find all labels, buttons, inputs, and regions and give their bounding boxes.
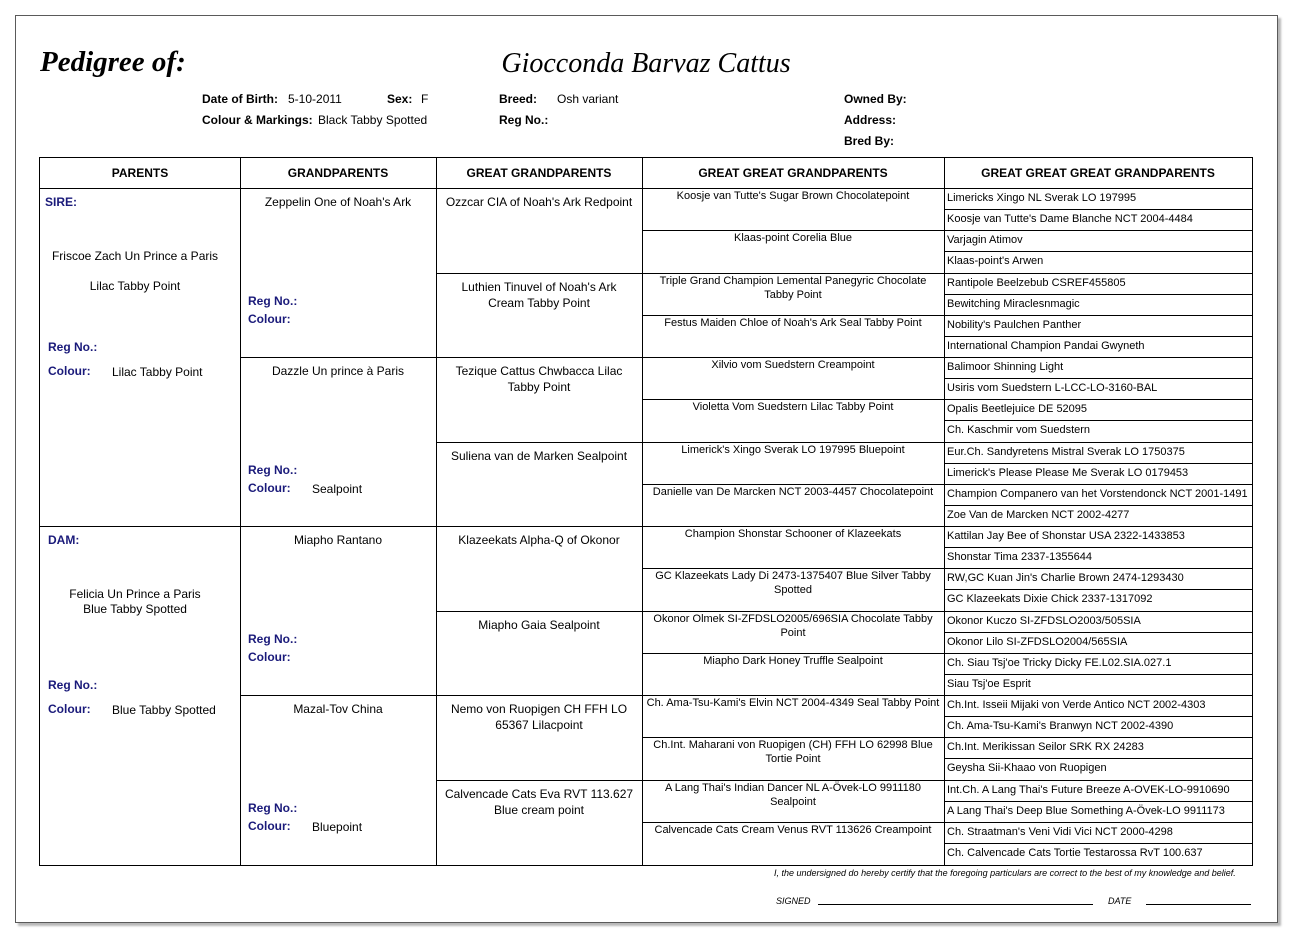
great-great-great-grandparent: Eur.Ch. Sandyretens Mistral Sverak LO 1750375 [947,445,1185,458]
column-divider [240,158,241,865]
great-great-great-grandparent: Usiris vom Suedstern L-LCC-LO-3160-BAL [947,382,1158,395]
date-label: DATE [1108,896,1132,906]
pedigree-table [39,157,1253,866]
address-label: Address: [844,113,897,127]
signed-label: SIGNED [776,896,811,906]
pedigree-certificate [15,15,1278,923]
colour-label: Colour: [48,702,91,716]
great-great-grandparent: Violetta Vom Suedstern Lilac Tabby Point [692,401,894,414]
great-great-grandparent: Koosje van Tutte's Sugar Brown Chocolatepoint [676,190,910,202]
colour-label: Colour: [248,650,291,664]
colour-label: Colour: [248,312,291,326]
reg-no-label: Reg No.: [248,463,298,477]
great-great-great-grandparent: Opalis Beetlejuice DE 52095 [947,403,1088,416]
great-great-great-grandparent: Okonor Kuczo SI-ZFDSLO2003/505SIA [947,614,1141,627]
great-great-great-grandparent: Shonstar Tima 2337-1355644 [947,551,1092,564]
grandparent-name: Zeppelin One of Noah's Ark [264,195,412,209]
row-divider [240,357,436,358]
parent-colour: Lilac Tabby Point [112,365,203,379]
regno-label: Reg No.: [499,113,549,127]
parent-colour: Blue Tabby Spotted [112,703,216,717]
great-great-grandparent: Triple Grand Champion Lemental Panegyric Chocolate Tabby Point [659,274,927,301]
great-great-great-grandparent: Ch.Int. Isseii Mijaki von Verde Antico NCT 2002-4303 [947,699,1206,711]
reg-no-label: Reg No.: [48,340,98,354]
great-great-great-grandparent: Koosje van Tutte's Dame Blanche NCT 2004-4484 [947,213,1193,226]
column-divider [642,158,643,865]
row-divider [40,526,240,527]
colour-markings-label: Colour & Markings: [202,113,313,127]
row-divider [436,357,642,358]
grandparent-name: Dazzle Un prince à Paris [271,364,405,378]
column-divider [436,158,437,865]
great-great-great-grandparent: RW,GC Kuan Jin's Charlie Brown 2474-1293430 [947,572,1184,585]
row-divider [436,442,642,443]
great-great-grandparent: Okonor Olmek SI-ZFDSLO2005/696SIA Chocolate Tabby Point [653,612,933,639]
great-great-great-grandparent: Limericks Xingo NL Sverak LO 197995 [947,192,1137,204]
row-divider [436,526,642,527]
great-great-great-grandparent: International Champion Pandai Gwyneth [947,339,1145,352]
reg-no-label: Reg No.: [248,632,298,646]
great-great-grandparent: Ch. Ama-Tsu-Kami's Elvin NCT 2004-4349 Seal Tabby Point [646,697,940,709]
great-great-great-grandparent: Ch. Calvencade Cats Tortie Testarossa RvT 100.637 [947,846,1203,859]
colour-label: Colour: [48,364,91,378]
breed-label: Breed: [499,92,538,106]
great-great-great-grandparent: Ch. Siau Tsj'oe Tricky Dicky FE.L02.SIA.027.1 [947,656,1172,669]
great-grandparent: Suliena van de Marken Sealpoint [450,448,628,463]
dob-value: 5-10-2011 [288,92,342,106]
great-great-great-grandparent: Bewitching Miraclesnmagic [947,297,1080,310]
parent-sub: Blue Tabby Spotted [83,602,187,616]
sex-label: Sex: [387,92,413,106]
great-grandparent: Klazeekats Alpha-Q of Okonor [458,533,620,547]
row-divider [436,273,642,274]
grandparent-name: Miapho Rantano [293,533,383,547]
great-great-grandparent: Danielle van De Marcken NCT 2003-4457 Chocolatepoint [652,485,934,498]
great-great-grandparent: Calvencade Cats Cream Venus RVT 113626 Creampoint [654,823,932,836]
great-great-great-grandparent: Ch.Int. Merikissan Seilor SRK RX 24283 [947,741,1144,754]
colour-label: Colour: [248,819,291,833]
grandparent-name: Mazal-Tov China [293,702,383,716]
great-great-great-grandparent: Varjagin Atimov [947,234,1023,247]
row-divider [436,611,642,612]
dob-label: Date of Birth: [202,92,278,106]
signature-line[interactable] [818,904,1093,905]
col-header-parents: PARENTS [111,166,169,180]
great-great-great-grandparent: Siau Tsj'oe Esprit [947,677,1031,690]
reg-no-label: Reg No.: [248,801,298,815]
row-divider [436,695,642,696]
row-divider [240,695,436,696]
great-great-great-grandparent: Zoe Van de Marcken NCT 2002-4277 [947,508,1130,521]
great-grandparent: Tezique Cattus Chwbacca Lilac Tabby Point [455,364,623,394]
parent-sub: Lilac Tabby Point [89,279,181,293]
great-great-great-grandparent: Okonor Lilo SI-ZFDSLO2004/565SIA [947,635,1128,648]
great-grandparent: Luthien Tinuvel of Noah's Ark Cream Tabby Point [461,279,617,310]
great-great-grandparent: Klaas-point Corelia Blue [733,232,852,245]
parent-role: DAM: [48,533,80,547]
great-great-great-grandparent: A Lang Thai's Deep Blue Something A-Övek-LO 9911173 [947,804,1225,817]
owned-by-label: Owned By: [844,92,907,106]
parent-role: SIRE: [45,195,78,209]
reg-no-label: Reg No.: [248,294,298,308]
great-great-great-grandparent: GC Klazeekats Dixie Chick 2337-1317092 [947,593,1153,606]
great-great-great-grandparent: Rantipole Beelzebub CSREF455805 [947,276,1126,289]
col-header-great-great-great-grandparents: GREAT GREAT GREAT GRANDPARENTS [981,166,1215,180]
date-line[interactable] [1146,904,1251,905]
great-great-grandparent: GC Klazeekats Lady Di 2473-1375407 Blue Silver Tabby Spotted [655,570,931,597]
pedigree-title: Pedigree of: [40,46,186,78]
breed-value: Osh variant [557,92,619,106]
col-header-great-great-grandparents: GREAT GREAT GRANDPARENTS [698,166,888,180]
great-great-grandparent: A Lang Thai's Indian Dancer NL A-Övek-LO 9911180 Sealpoint [664,781,922,808]
great-great-grandparent: Ch.Int. Maharani von Ruopigen (CH) FFH LO 62998 Blue Tortie Point [653,739,933,766]
great-great-great-grandparent: Int.Ch. A Lang Thai's Future Breeze A-OVEK-LO-9910690 [947,783,1230,796]
great-great-great-grandparent: Limerick's Please Please Me Sverak LO 0179453 [947,466,1189,479]
great-great-great-grandparent: Balimoor Shinning Light [947,361,1064,373]
great-great-great-grandparent: Klaas-point's Arwen [947,255,1044,268]
cat-name: Giocconda Barvaz Cattus [501,48,791,79]
row-divider [240,526,436,527]
great-great-great-grandparent: Champion Companero van het Vorstendonck NCT 2001-1491 [947,487,1248,500]
col-header-grandparents: GRANDPARENTS [287,166,389,180]
parent-name: Felicia Un Prince a Paris [69,587,201,601]
colour-label: Colour: [248,481,291,495]
great-grandparent: Nemo von Ruopigen CH FFH LO 65367 Lilacpoint [450,702,628,732]
row-divider [436,780,642,781]
great-great-great-grandparent: Ch. Ama-Tsu-Kami's Branwyn NCT 2002-4390 [947,720,1174,733]
great-great-great-grandparent: Geysha Sii-Khaao von Ruopigen [947,762,1107,775]
reg-no-label: Reg No.: [48,678,98,692]
parent-name: Friscoe Zach Un Prince a Paris [51,249,219,263]
great-great-great-grandparent: Nobility's Paulchen Panther [947,318,1082,331]
colour-markings-value: Black Tabby Spotted [318,113,428,127]
great-great-grandparent: Miapho Dark Honey Truffle Sealpoint [703,654,883,667]
grandparent-colour: Bluepoint [312,820,363,834]
great-great-grandparent: Limerick's Xingo Sverak LO 197995 Bluepoint [681,443,905,456]
great-great-great-grandparent: Ch. Kaschmir vom Suedstern [947,424,1091,437]
great-grandparent: Ozzcar CIA of Noah's Ark Redpoint [445,195,633,209]
great-grandparent: Calvencade Cats Eva RVT 113.627 Blue cream point [444,786,634,817]
col-header-great-grandparents: GREAT GRANDPARENTS [466,166,612,180]
bred-by-label: Bred By: [844,134,895,148]
grandparent-colour: Sealpoint [312,482,363,496]
great-great-great-grandparent: Ch. Straatman's Veni Vidi Vici NCT 2000-4298 [947,825,1173,838]
great-grandparent: Miapho Gaia Sealpoint [478,617,600,632]
great-great-great-grandparent: Kattilan Jay Bee of Shonstar USA 2322-1433853 [947,530,1185,542]
certification-text: I, the undersigned do hereby certify that the foregoing particulars are correct to the best of my knowledge and belief. [774,868,1236,878]
sex-value: F [421,92,429,106]
great-great-grandparent: Xilvio vom Suedstern Creampoint [711,359,875,371]
great-great-grandparent: Festus Maiden Chloe of Noah's Ark Seal Tabby Point [664,316,922,329]
great-great-grandparent: Champion Shonstar Schooner of Klazeekats [684,528,902,540]
